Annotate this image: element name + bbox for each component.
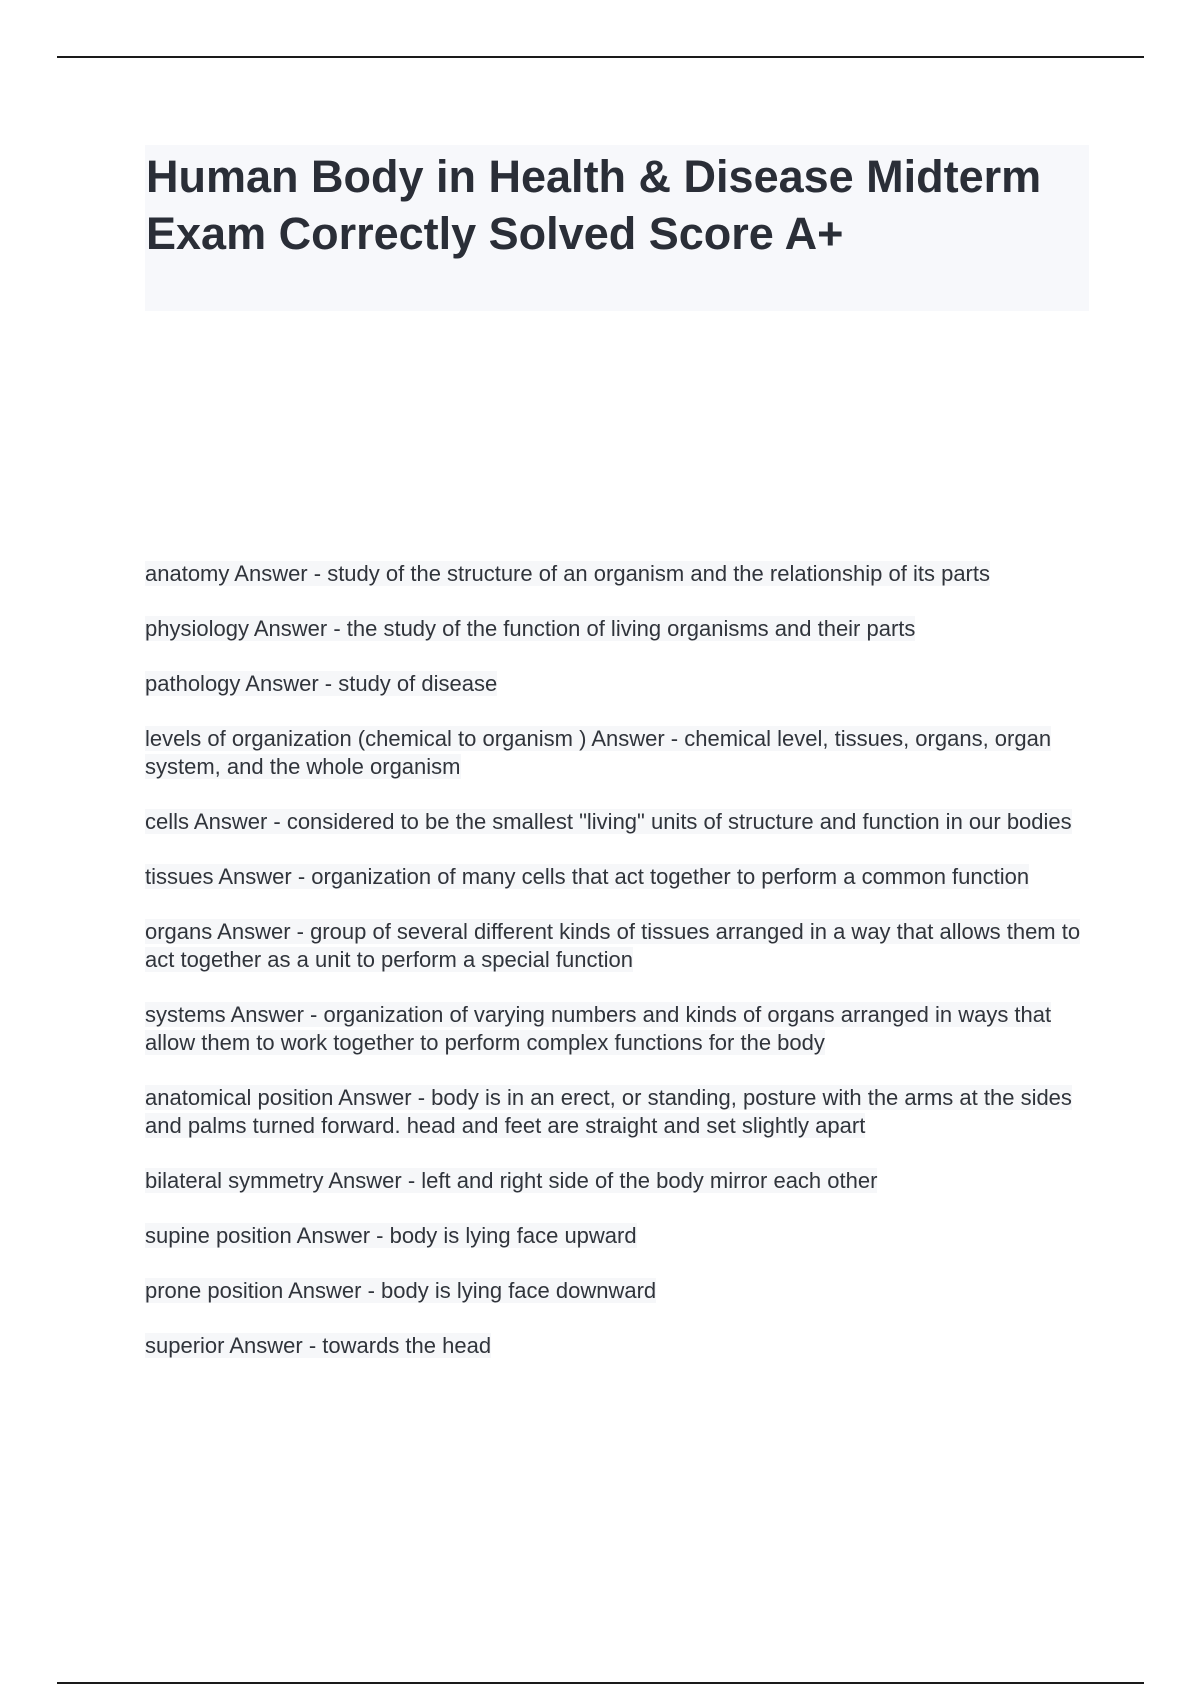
qa-list (145, 560, 1105, 1387)
qa-item (145, 918, 1090, 974)
qa-item (145, 1222, 1090, 1250)
qa-item (145, 1084, 1090, 1140)
qa-item (145, 1332, 1090, 1360)
qa-item (145, 670, 1090, 698)
qa-item (145, 560, 1090, 588)
qa-text: prone position Answer - body is lying face downward (145, 1278, 657, 1303)
qa-text: organs Answer - group of several different kinds of tissues arranged in a way that allows them to act together as a unit to perform a special function (145, 919, 1081, 972)
qa-text: levels of organization (chemical to organism ) Answer - chemical level, tissues, organs, organ system, and the whole organism (145, 726, 1052, 779)
qa-text: superior Answer - towards the head (145, 1333, 492, 1358)
qa-item (145, 1277, 1090, 1305)
bottom-rule (57, 1682, 1144, 1684)
qa-item (145, 725, 1090, 781)
qa-item (145, 863, 1090, 891)
qa-text: supine position Answer - body is lying face upward (145, 1223, 637, 1248)
qa-text: cells Answer - considered to be the smallest "living" units of structure and function in our bodies (145, 809, 1072, 834)
qa-text: tissues Answer - organization of many cells that act together to perform a common function (145, 864, 1030, 889)
qa-text: anatomy Answer - study of the structure of an organism and the relationship of its parts (145, 561, 990, 586)
document-title: Human Body in Health & Disease Midterm Exam Correctly Solved Score A+ (146, 151, 1042, 259)
title-block (145, 145, 1089, 311)
top-rule (57, 56, 1144, 58)
qa-text: pathology Answer - study of disease (145, 671, 498, 696)
qa-text: bilateral symmetry Answer - left and right side of the body mirror each other (145, 1168, 878, 1193)
qa-text: physiology Answer - the study of the function of living organisms and their parts (145, 616, 916, 641)
qa-item (145, 808, 1090, 836)
qa-text: systems Answer - organization of varying numbers and kinds of organs arranged in ways that allow them to work together to perform complex functions for the body (145, 1002, 1052, 1055)
qa-item (145, 1001, 1090, 1057)
qa-text: anatomical position Answer - body is in an erect, or standing, posture with the arms at the sides and palms turned forward. head and feet are straight and set slightly apart (145, 1085, 1072, 1138)
qa-item (145, 615, 1090, 643)
qa-item (145, 1167, 1090, 1195)
